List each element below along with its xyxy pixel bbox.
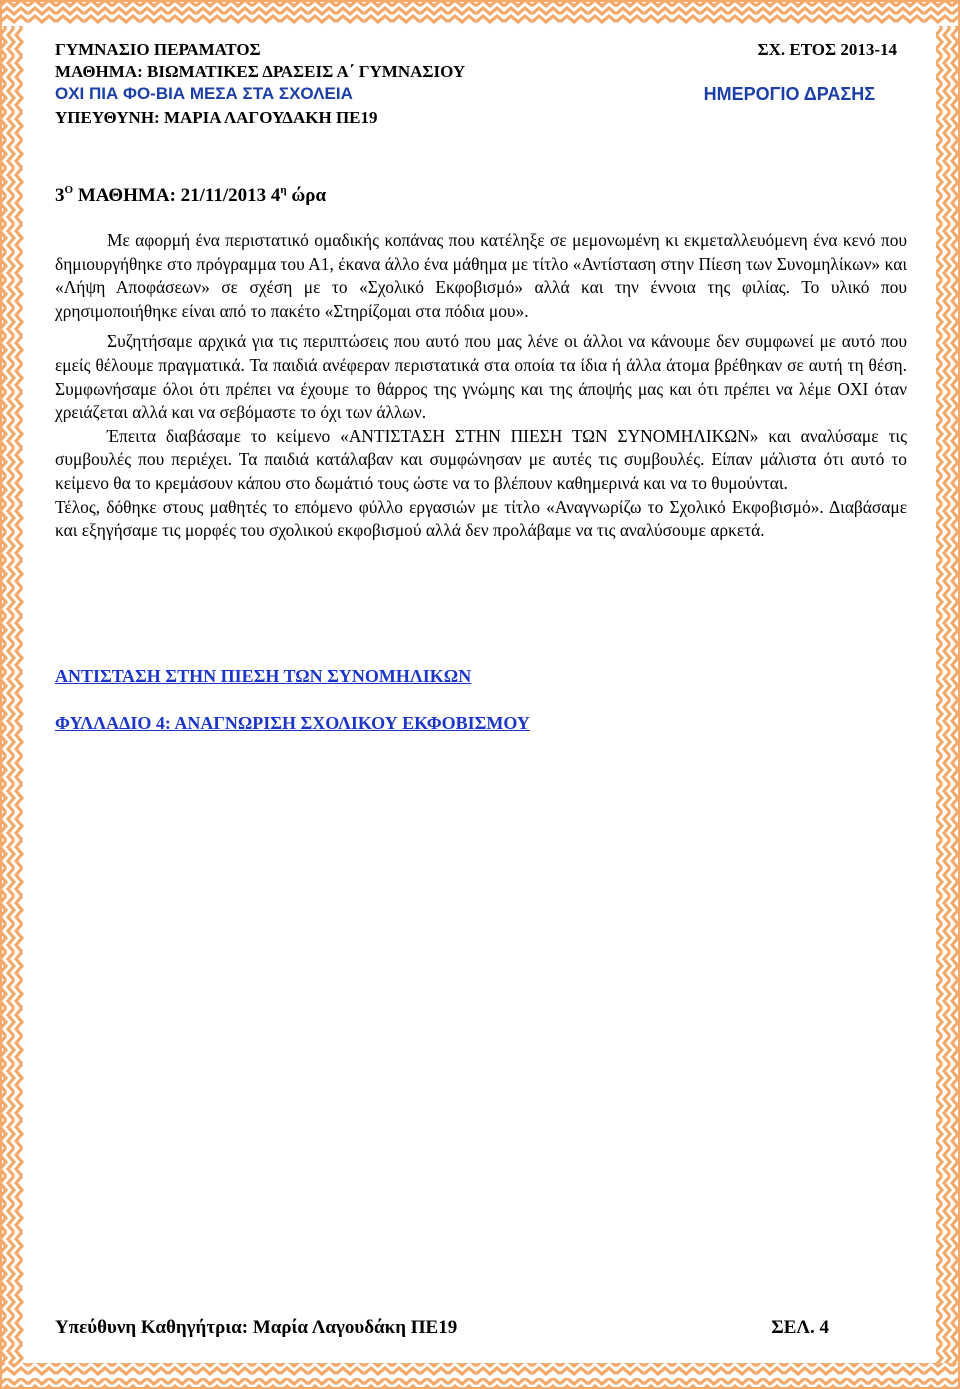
document-page (55, 38, 907, 1358)
paragraph-1: Με αφορμή ένα περιστατικό ομαδικής κοπάνας που κατέληξε σε μεμονωμένη κι εκμεταλλευόμενη ένα κενό που δημιουργήθηκε στο πρόγραμμα του Α1, έκανα άλλο ένα μάθημα με τίτλο «Αντίσταση στην Πίεση των Συνομηλίκων» και «Λήψη Αποφάσεων» σε σχέση με το «Σχολικό Εκφοβισμό» αλλά και την έννοια της φιλίας. Το υλικό που χρησιμοποιήθηκε είναι από το πακέτο «Στηρίζομαι στα πόδια μου». (55, 230, 907, 321)
worksheet-4-link[interactable]: ΦΥΛΛΑΔΙΟ 4: ΑΝΑΓΝΩΡΙΣΗ ΣΧΟΛΙΚΟΥ ΕΚΦΟΒΙΣΜΟΥ (55, 713, 530, 733)
responsible-teacher: ΥΠΕΥΘΥΝΗ: ΜΑΡΙΑ ΛΑΓΟΥΔΑΚΗ ΠΕ19 (55, 108, 378, 127)
course-title: ΜΑΘΗΜΑ: ΒΙΩΜΑΤΙΚΕΣ ΔΡΑΣΕΙΣ Α΄ ΓΥΜΝΑΣΙΟΥ (55, 62, 466, 81)
school-name: ΓΥΜΝΑΣΙΟ ΠΕΡΑΜΑΤΟΣ (55, 40, 261, 59)
footer-page (771, 1317, 829, 1339)
page-label: ΣΕΛ. (771, 1317, 820, 1338)
diary-title: ΗΜΕΡΟΓΙΟ ΔΡΑΣΗΣ (703, 84, 875, 104)
program-title: ΟΧΙ ΠΙΑ ΦΟ-ΒΙΑ ΜΕΣΑ ΣΤΑ ΣΧΟΛΕΙΑ (55, 84, 353, 103)
lesson-number: 3 (55, 185, 65, 206)
paragraph-4: Τέλος, δόθηκε στους μαθητές το επόμενο φύλλο εργασιών με τίτλο «Αναγνωρίζω το Σχολικό Εκφοβισμό». Διαβάσαμε και εξηγήσαμε τις μορφές του σχολικού εκφοβισμού αλλά δεν προλάβαμε να τις αναλύσουμε αρκετά. (55, 496, 907, 541)
lesson-number-sup: Ο (64, 184, 74, 196)
lesson-body (55, 229, 907, 543)
paragraph-2: Συζητήσαμε αρχικά για τις περιπτώσεις που αυτό που μας λένε οι άλλοι να κάνουμε δεν συμφωνεί με αυτό που εμείς θέλουμε πραγματικά. Τα παιδιά ανέφεραν περιστατικά στα οποία τα ίδια ή άλλα άτομα βρέθηκαν σε αυτή τη θέση. Συμφωνήσαμε όλοι ότι πρέπει να έχουμε το θάρρος της γνώμης και της άποψής μας και ότι πρέπει να λέμε ΟΧΙ όταν χρειάζεται αλλά και να σεβόμαστε το όχι των άλλων. (55, 331, 907, 423)
paragraph-3: Έπειτα διαβάσαμε το κείμενο «ΑΝΤΙΣΤΑΣΗ ΣΤΗΝ ΠΙΕΣΗ ΤΩΝ ΣΥΝΟΜΗΛΙΚΩΝ» και αναλύσαμε τις συμβουλές που περιέχει. Τα παιδιά κατάλαβαν και συμφώνησαν με αυτές τις συμβουλές. Είπαν μάλιστα ότι αυτό το κείμενο θα το κρεμάσουν κάπου στο δωμάτιό τους ώστε να το βλέπουν καθημερινά και να το θυμούνται. (55, 425, 907, 493)
lesson-hour-sup: η (280, 184, 287, 196)
lesson-hour: ώρα (286, 185, 327, 206)
school-year: ΣΧ. ΕΤΟΣ 2013-14 (757, 40, 897, 59)
page-number: 4 (819, 1317, 829, 1338)
lesson-heading (55, 184, 326, 207)
lesson-date: ΜΑΘΗΜΑ: 21/11/2013 4 (73, 185, 281, 206)
footer-teacher: Υπεύθυνη Καθηγήτρια: Μαρία Λαγουδάκη ΠΕ19 (55, 1317, 458, 1338)
resistance-text-link[interactable]: ΑΝΤΙΣΤΑΣΗ ΣΤΗΝ ΠΙΕΣΗ ΤΩΝ ΣΥΝΟΜΗΛΙΚΩΝ (55, 666, 472, 686)
